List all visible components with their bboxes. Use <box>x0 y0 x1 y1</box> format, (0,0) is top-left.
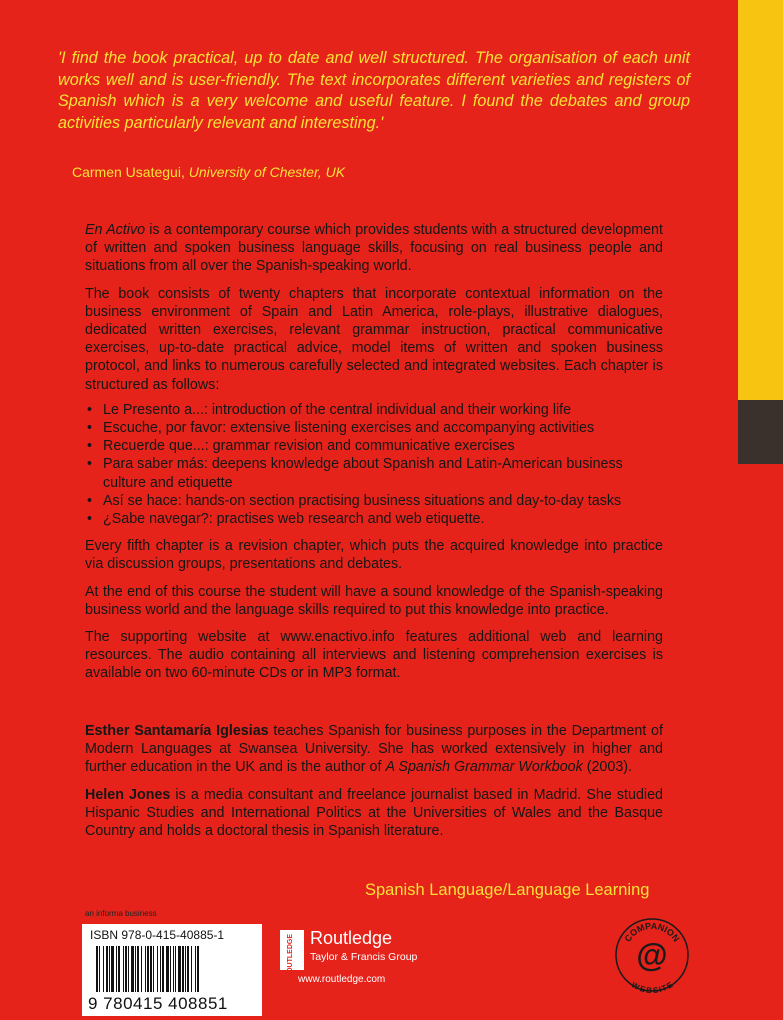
isbn-label: ISBN 978-0-415-40885-1 <box>90 928 225 942</box>
subject-category: Spanish Language/Language Learning <box>365 881 650 899</box>
revision-paragraph: Every fifth chapter is a revision chapter, which puts the acquired knowledge into practice via discussion groups, presentations and debates. <box>85 538 663 573</box>
yellow-side-stripe <box>738 0 783 400</box>
book-title-inline: En Activo <box>85 222 146 238</box>
barcode-bar <box>170 946 171 992</box>
companion-bottom-text: WEBSITE <box>629 980 675 993</box>
author-bios <box>85 722 663 849</box>
barcode-bar <box>147 946 149 992</box>
barcode-bar <box>178 946 181 992</box>
barcode-bar <box>99 946 100 992</box>
barcode-bar <box>111 946 114 992</box>
dark-side-block <box>738 400 783 464</box>
list-item: • Recuerde que...: grammar revision and communicative exercises <box>85 437 663 455</box>
barcode-bar <box>182 946 184 992</box>
barcode-bar <box>125 946 127 992</box>
barcode-bar <box>131 946 134 992</box>
barcode-bar <box>128 946 129 992</box>
barcode-bar <box>157 946 158 992</box>
barcode-bar <box>160 946 161 992</box>
barcode-bar <box>96 946 98 992</box>
quote-affiliation: University of Chester, UK <box>188 164 346 180</box>
routledge-logo-text: ROUTLEDGE <box>287 934 294 978</box>
barcode-bar <box>137 946 139 992</box>
isbn-barcode <box>82 924 262 1016</box>
barcode-bar <box>141 946 142 992</box>
list-item: • Así se hace: hands-on section practising business situations and day-to-day tasks <box>85 492 663 510</box>
informa-tagline: an informa business <box>85 909 157 918</box>
author-name-1: Esther Santamaría Iglesias <box>85 723 269 739</box>
barcode-bar <box>103 946 104 992</box>
barcode-bar <box>195 946 196 992</box>
companion-website-icon <box>614 917 690 993</box>
author-book-title: A Spanish Grammar Workbook <box>385 759 583 776</box>
publisher-name: Routledge <box>310 928 393 948</box>
website-paragraph: The supporting website at www.enactivo.info features additional web and learning resources. The audio containing all interviews and listening comprehension exercises is available on two 60-minute CDs or in MP3 format. <box>85 629 663 682</box>
barcode-bar <box>135 946 136 992</box>
barcode-bar <box>175 946 176 992</box>
intro-paragraph <box>85 221 663 276</box>
author-bio-text: teaches Spanish for business purposes in the Department of Modern Languages at Swansea University. She has worked extensively in higher and further education in the UK and is the author of <box>85 723 663 776</box>
intro-text: is a contemporary course which provides students with a structured development of written and spoken business language skills, focusing on real business people and situations from all over the Spanish-speaking world. <box>85 222 663 275</box>
barcode-bar <box>118 946 120 992</box>
list-item: • Le Presento a...: introduction of the central individual and their working life <box>85 401 663 419</box>
list-item: • ¿Sabe navegar?: practises web research and web etiquette. <box>85 510 663 528</box>
barcode-bar <box>150 946 152 992</box>
outcome-paragraph: At the end of this course the student will have a sound knowledge of the Spanish-speaking business world and the language skills required to put this knowledge into practice. <box>85 583 663 618</box>
list-item: • Escuche, por favor: extensive listening exercises and accompanying activities <box>85 419 663 437</box>
companion-top-text: COMPANION <box>622 920 682 944</box>
barcode-bar <box>191 946 192 992</box>
list-item: • Para saber más: deepens knowledge about Spanish and Latin-American business culture and etiquette <box>85 455 663 491</box>
barcode-bar <box>145 946 146 992</box>
barcode-bar <box>123 946 124 992</box>
barcode-bar <box>153 946 154 992</box>
barcode-bar <box>109 946 110 992</box>
barcode-bar <box>187 946 189 992</box>
review-quote: 'I find the book practical, up to date and well structured. The organisation of each unit works well and is user-friendly. The text incorporates different varieties and registers of Spanish which is a very welcome and useful feature. I found the debates and group activities particularly relevant and interesting.' <box>58 49 690 132</box>
barcode-bar <box>166 946 169 992</box>
barcode-bar <box>185 946 186 992</box>
at-sign-glyph: @ <box>636 937 668 973</box>
author-bio-text: is a media consultant and freelance journalist based in Madrid. She studied Hispanic Studies and International Politics at the Universities of Wales and the Basque Country and holds a doctoral thesis in Spanish literature. <box>85 786 663 840</box>
author-name-2: Helen Jones <box>85 786 171 803</box>
barcode-bar <box>197 946 199 992</box>
publisher-group: Taylor & Francis Group <box>310 951 418 963</box>
barcode-bars <box>88 946 256 996</box>
barcode-bar <box>116 946 117 992</box>
publisher-url: www.routledge.com <box>298 974 386 985</box>
author-bio-1 <box>85 722 663 777</box>
chapter-structure-list <box>85 401 663 528</box>
book-description <box>85 221 663 692</box>
barcode-bar <box>162 946 164 992</box>
barcode-bar <box>173 946 174 992</box>
structure-paragraph: The book consists of twenty chapters that incorporate contextual information on the business environment of Spain and Latin America, role-plays, illustrative dialogues, dedicated written exercises, relevant grammar instruction, practical communicative exercises, up-to-date practical advice, model items of written and spoken business protocol, and links to numerous carefully selected and integrated websites. Each chapter is structured as follows: <box>85 285 663 393</box>
author-bio-2 <box>85 786 663 841</box>
barcode-bar <box>106 946 108 992</box>
quote-author: Carmen Usategui, <box>72 164 185 180</box>
routledge-logo-icon <box>280 930 304 978</box>
author-bio-text: (2003). <box>582 759 633 776</box>
quote-attribution <box>72 164 345 180</box>
barcode-digits: 9 780415 408851 <box>88 994 228 1013</box>
